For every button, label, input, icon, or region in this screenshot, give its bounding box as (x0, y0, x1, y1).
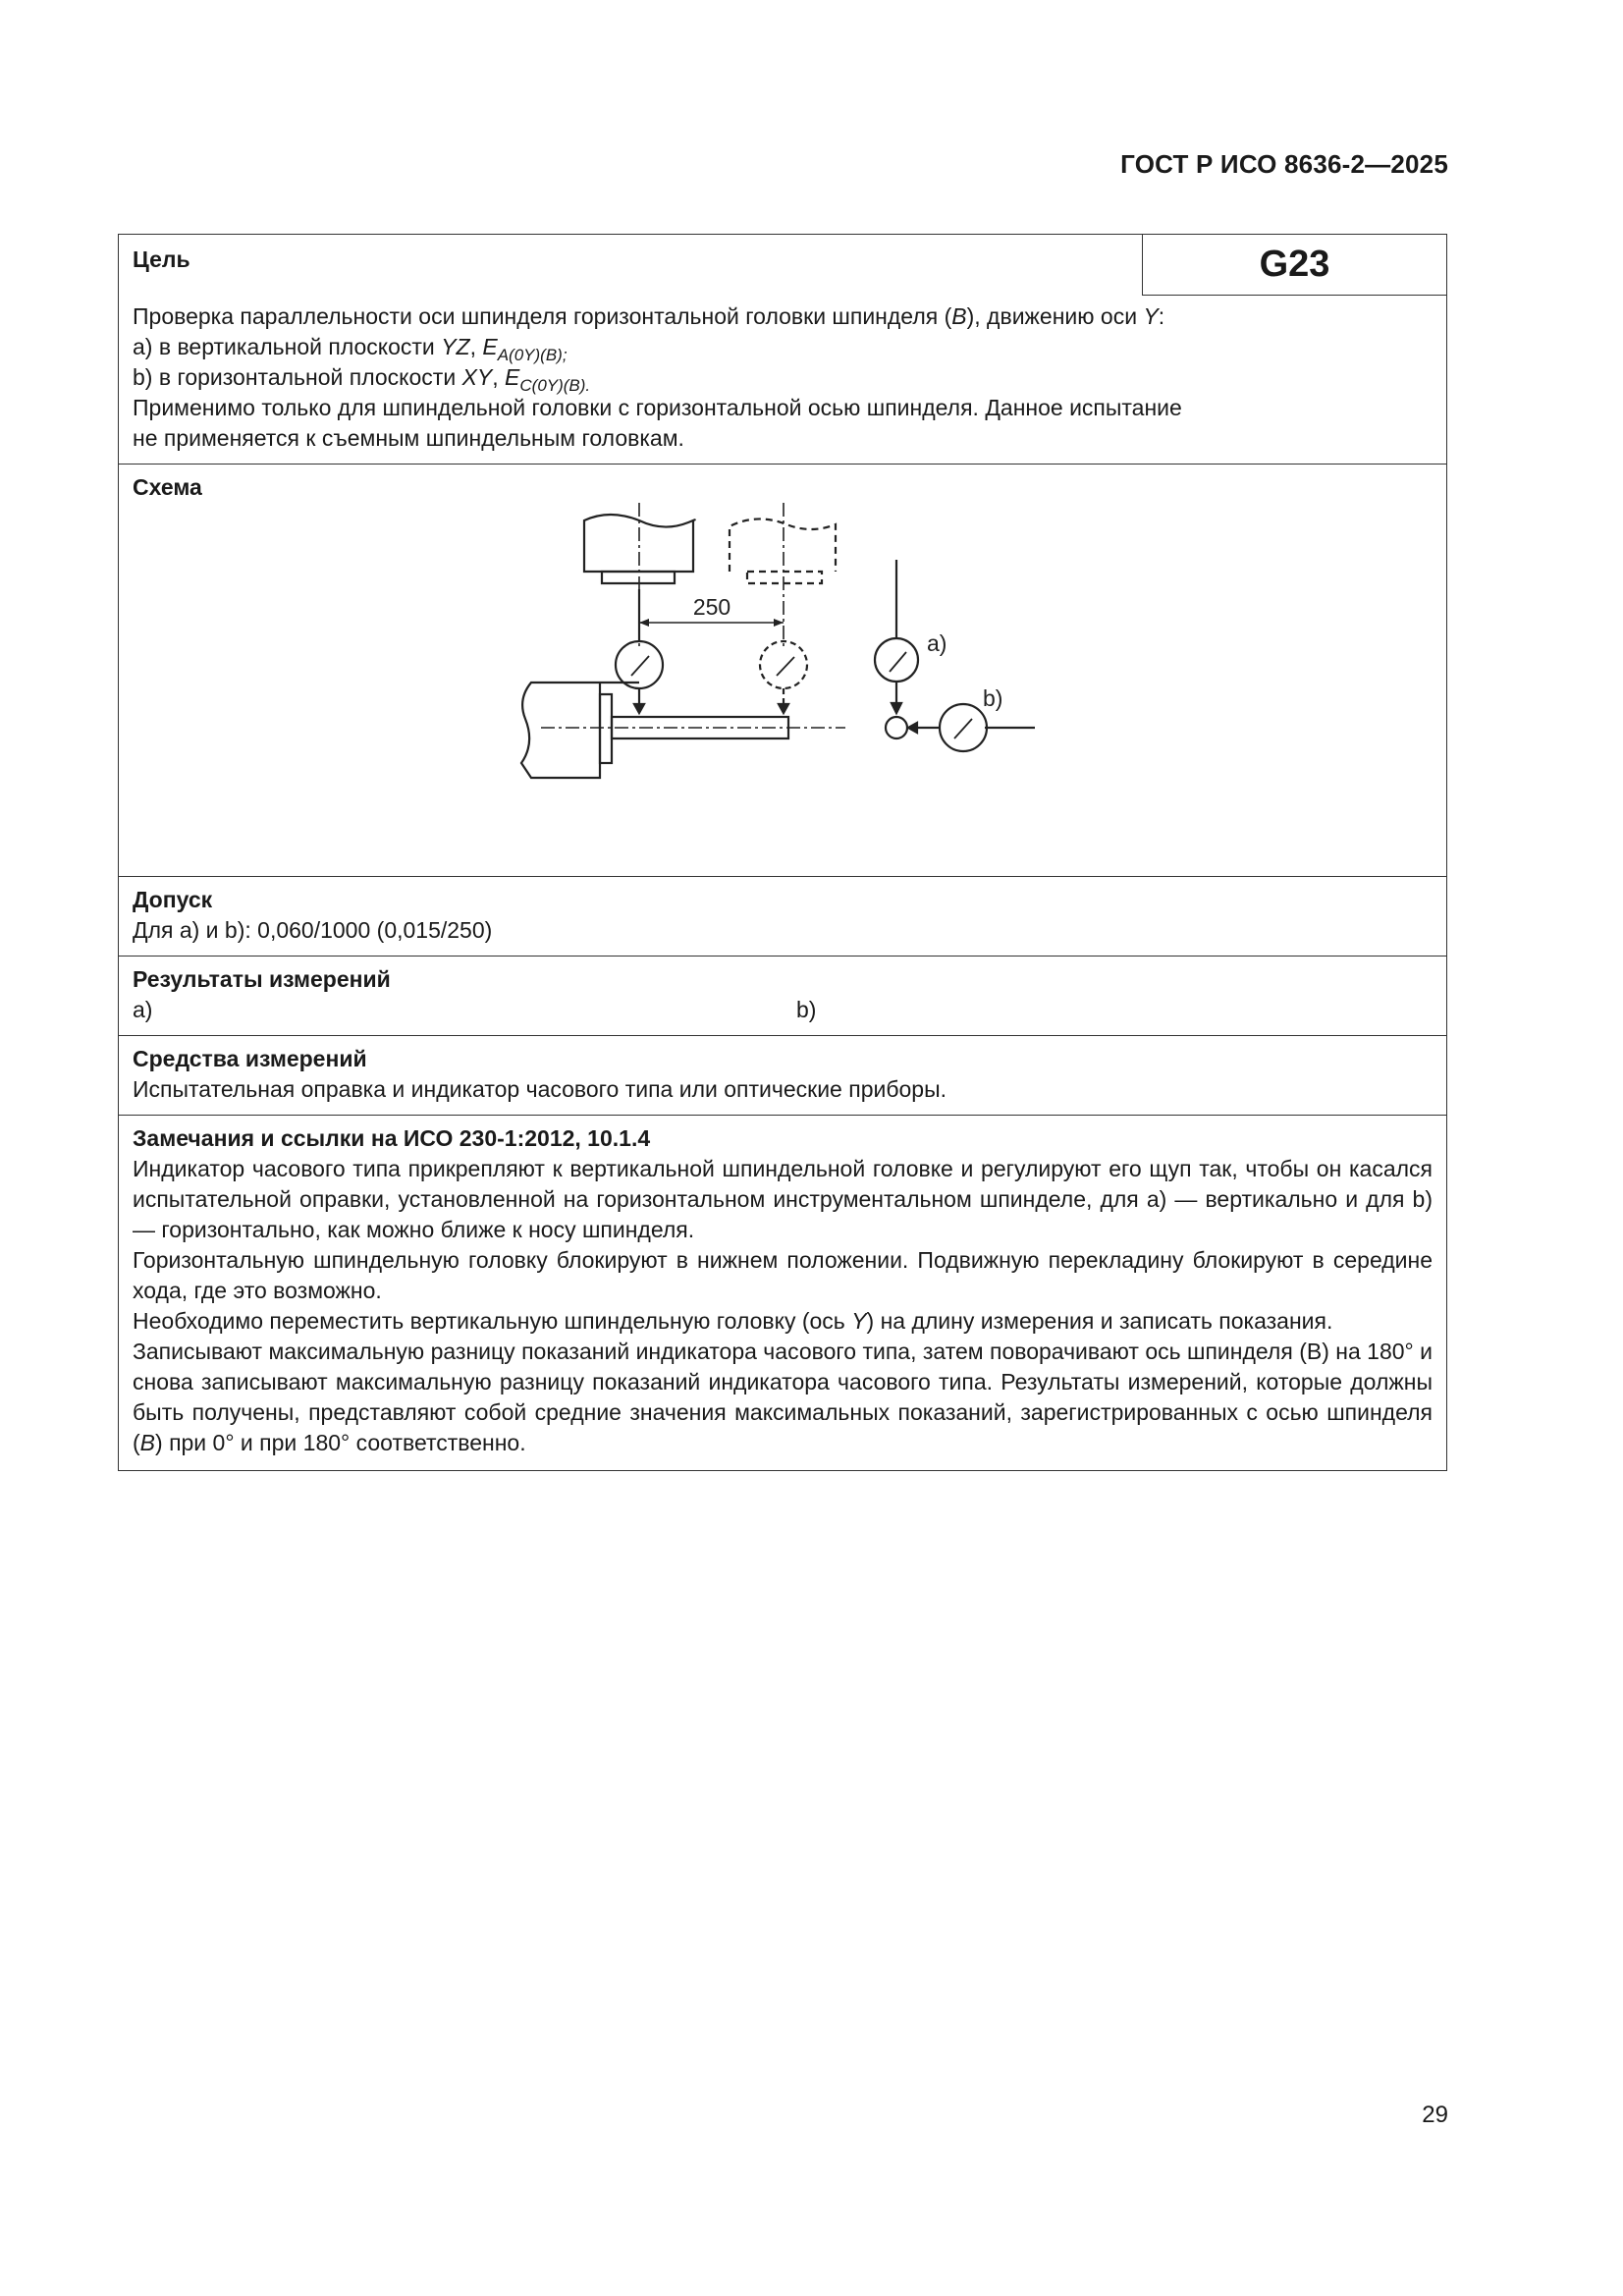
spindle-nose-dashed (747, 572, 822, 583)
side-view-gauge-a (875, 638, 918, 682)
side-view-mandrel-section (886, 717, 907, 738)
objective-title-row (119, 235, 1446, 296)
remarks-paragraph-2: Горизонтальную шпиндельную головку блокируют в нижнем положении. Подвижную перекладину блокируют в середине хода, где это возможно. (133, 1247, 1433, 1303)
objective-line-1: Проверка параллельности оси шпинделя горизонтальной головки шпинделя (B), движению оси Y: (133, 303, 1165, 329)
schema-diagram-area (119, 503, 1446, 876)
instruments-text: Испытательная оправка и индикатор часового типа или оптические приборы. (133, 1076, 947, 1102)
tolerance-heading: Допуск (133, 887, 213, 912)
instruments-section (119, 1035, 1446, 1115)
page-number: 29 (1422, 2102, 1448, 2128)
remarks-paragraph-3: Необходимо переместить вертикальную шпиндельную головку (ось Y) на длину измерения и записать показания. (133, 1308, 1333, 1334)
result-a: a) (133, 997, 153, 1022)
results-heading: Результаты измерений (133, 966, 391, 992)
spindle-nose-solid (602, 572, 675, 583)
dial-gauge-dashed (760, 641, 807, 688)
remarks-paragraph-1: Индикатор часового типа прикрепляют к вертикальной шпиндельной головке и регулируют его щуп так, чтобы он касался испытательной оправки, установленной на горизонтальном инструментальном шпинделе, для a) — вертикально и для b) — горизонтально, как можно ближе к носу шпинделя. (133, 1156, 1433, 1242)
objective-item-b: b) в горизонтальной плоскости XY, $E_{C(0Y)(B).}$ (133, 364, 591, 395)
dial-gauge-solid (616, 641, 663, 688)
test-sheet-table (118, 234, 1447, 1471)
remarks-paragraph-4: Записывают максимальную разницу показаний индикатора часового типа, затем поворачивают ось шпинделя (B) на 180° и снова записывают максимальную разницу показаний индикатора часового типа. Результаты измерений, которые должны быть получены, представляют собой средние значения максимальных показаний, зарегистрированных с осью шпинделя (B) при 0° и при 180° соответственно. (133, 1339, 1433, 1455)
test-code: G23 (1142, 235, 1446, 296)
label-b: b) (983, 685, 1003, 711)
label-a: a) (927, 630, 947, 656)
tolerance-section (119, 876, 1446, 956)
schema-diagram (119, 503, 1444, 876)
remarks-heading: Замечания и ссылки на ИСО 230-1:2012, 10.1.4 (133, 1125, 651, 1151)
results-section (119, 956, 1446, 1035)
objective-note-line-2: не применяется к съемным шпиндельным головкам. (133, 425, 684, 451)
instruments-heading: Средства измерений (133, 1046, 367, 1071)
objective-note-line-1: Применимо только для шпиндельной головки с горизонтальной осью шпинделя. Данное испытание (133, 395, 1182, 420)
document-id: ГОСТ Р ИСО 8636-2—2025 (1120, 149, 1448, 179)
tolerance-text: Для a) и b): 0,060/1000 (0,015/250) (133, 917, 493, 943)
horizontal-spindle-housing (521, 683, 639, 778)
objective-text (119, 296, 1446, 464)
dimension-label: 250 (692, 594, 731, 620)
objective-heading: Цель (133, 246, 190, 272)
objective-item-a: a) в вертикальной плоскости YZ, $E_{A(0Y)(B);}$ (133, 334, 568, 364)
horizontal-spindle-flange (600, 694, 612, 763)
schema-section (119, 464, 1446, 876)
schema-heading: Схема (133, 474, 202, 500)
remarks-section (119, 1115, 1446, 1470)
spindle-head-dashed (730, 519, 836, 572)
result-b: b) (796, 997, 817, 1022)
